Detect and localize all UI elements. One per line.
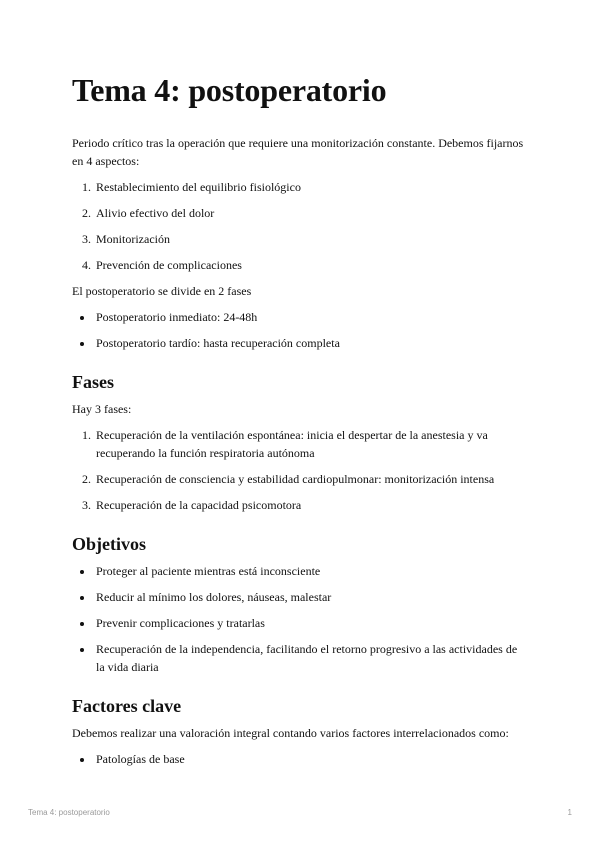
section-heading-fases: Fases bbox=[72, 372, 114, 392]
page-number: 1 bbox=[567, 808, 572, 817]
page-content bbox=[72, 72, 526, 776]
phases-list bbox=[72, 308, 526, 352]
list-item: 2. Alivio efectivo del dolor bbox=[94, 204, 526, 222]
list-item: • Patologías de base bbox=[94, 750, 526, 768]
list-item: 3. Recuperación de la capacidad psicomotora bbox=[94, 496, 526, 514]
objetivos-list bbox=[72, 562, 526, 676]
list-item: • Postoperatorio tardío: hasta recuperación completa bbox=[94, 334, 526, 352]
factores-list bbox=[72, 750, 526, 768]
aspects-list bbox=[72, 178, 526, 274]
page-title: Tema 4: postoperatorio bbox=[72, 72, 387, 108]
fases-intro: Hay 3 fases: bbox=[72, 402, 132, 416]
list-item: • Reducir al mínimo los dolores, náuseas, malestar bbox=[94, 588, 526, 606]
list-item: • Prevenir complicaciones y tratarlas bbox=[94, 614, 526, 632]
factores-intro: Debemos realizar una valoración integral contando varios factores interrelacionados como: bbox=[72, 726, 509, 740]
section-heading-objetivos: Objetivos bbox=[72, 534, 146, 554]
footer-title: Tema 4: postoperatorio bbox=[28, 808, 110, 817]
list-item: • Recuperación de la independencia, facilitando el retorno progresivo a las actividades de la vida diaria bbox=[94, 640, 526, 676]
list-item: • Postoperatorio inmediato: 24-48h bbox=[94, 308, 526, 326]
list-item: 4. Prevención de complicaciones bbox=[94, 256, 526, 274]
intro-paragraph: Periodo crítico tras la operación que requiere una monitorización constante. Debemos fijarnos en 4 aspectos: bbox=[72, 136, 524, 168]
division-paragraph: El postoperatorio se divide en 2 fases bbox=[72, 284, 252, 298]
list-item: 3. Monitorización bbox=[94, 230, 526, 248]
list-item: • Proteger al paciente mientras está inconsciente bbox=[94, 562, 526, 580]
fases-list bbox=[72, 426, 526, 514]
list-item: 1. Recuperación de la ventilación espontánea: inicia el despertar de la anestesia y va recuperando la función respiratoria autónoma bbox=[94, 426, 526, 462]
section-heading-factores-clave: Factores clave bbox=[72, 696, 182, 716]
list-item: 2. Recuperación de consciencia y estabilidad cardiopulmonar: monitorización intensa bbox=[94, 470, 526, 488]
list-item: 1. Restablecimiento del equilibrio fisiológico bbox=[94, 178, 526, 196]
